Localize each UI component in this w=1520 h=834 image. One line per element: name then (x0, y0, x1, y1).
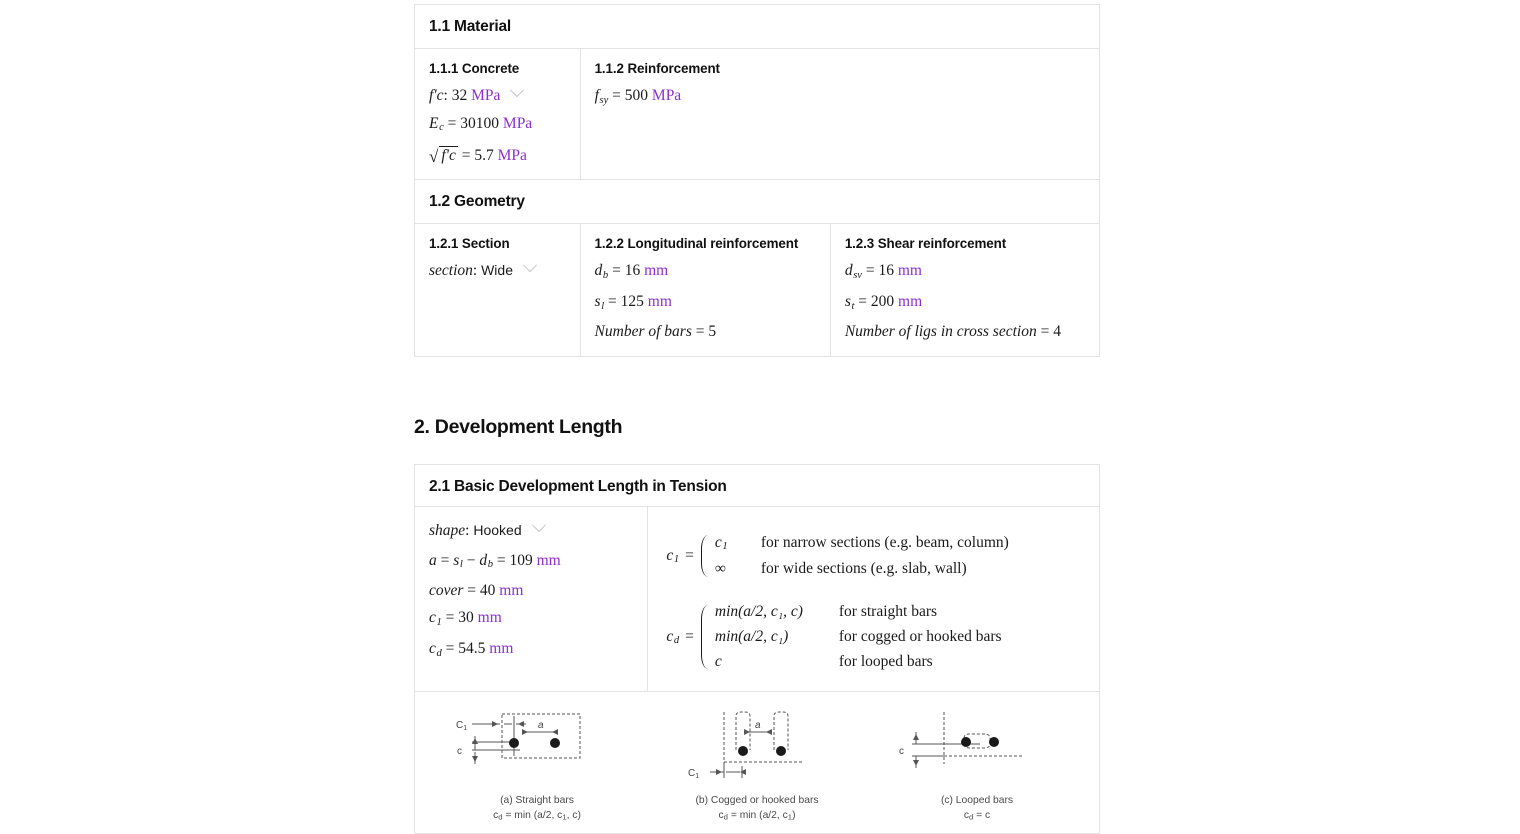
basic-dev-title: 2.1 Basic Development Length in Tension (429, 478, 727, 495)
cd-label: c (429, 639, 436, 657)
straight-bars-caption-line2: cd = min (a/2, c1, c) (493, 809, 581, 822)
shape-label: shape (429, 522, 466, 539)
reinforcement-heading: 1.1.2 Reinforcement (594, 61, 720, 76)
cover-unit: mm (499, 581, 524, 599)
fsy-label: f (594, 87, 599, 104)
diagram-label-c1: $C_1$ (688, 768, 700, 780)
shape-separator: : (465, 522, 470, 539)
cd-case-text: for straight bars (838, 603, 938, 620)
a-equals-2: = (496, 551, 506, 569)
looped-bars-figure (882, 706, 1072, 788)
cogged-hooked-bars-diagram (662, 706, 852, 823)
db-equals: = (612, 262, 621, 280)
c1-piecewise-formula (666, 533, 1085, 579)
c1-case-expression: ∞ (714, 560, 726, 578)
straight-bars-figure (442, 706, 632, 788)
a-d-subscript: b (487, 559, 493, 571)
number-of-bars-value: 5 (708, 323, 717, 341)
basic-dev-band-header (415, 465, 1099, 507)
sqrt-fc-row (429, 146, 566, 167)
basic-dev-inputs-column (415, 507, 648, 691)
basic-dev-columns (415, 507, 1099, 692)
sqrt-equals: = (461, 146, 471, 164)
c1-value: 30 (458, 609, 474, 627)
ec-row (429, 116, 566, 134)
cd-subscript: d (436, 647, 442, 659)
c1-case-row (715, 534, 1009, 553)
c1-case-row (715, 560, 1009, 578)
bar-dot (776, 746, 786, 756)
bar-cover-diagrams-row (415, 692, 1099, 833)
db-value: 16 (624, 262, 641, 280)
bar-dot (961, 737, 971, 747)
c1-equals: = (445, 609, 455, 627)
number-of-ligs-row (845, 324, 1085, 340)
cover-label: cover (429, 581, 464, 599)
straight-bars-caption-line1: (a) Straight bars (500, 795, 574, 806)
cd-case-row (715, 603, 1002, 621)
chevron-down-icon[interactable] (531, 518, 545, 532)
cd-case-row (715, 628, 1002, 646)
diagram-label-c1: $C_1$ (456, 720, 468, 732)
c1-label: c (429, 609, 436, 627)
a-d-term: d (479, 551, 488, 569)
geometry-band-header (415, 180, 1099, 224)
bar-dot (550, 738, 560, 748)
sqrt-icon: √ (429, 147, 439, 167)
sl-equals: = (608, 292, 617, 310)
db-row (595, 263, 816, 281)
sqrt-fc-label: f'c (441, 146, 456, 164)
c1-case-text: for wide sections (e.g. slab, wall) (760, 560, 967, 578)
c1-case-expression: $c_1$ (714, 533, 728, 553)
section-param-separator: : (472, 262, 478, 280)
looped-bars-caption-line1: (c) Looped bars (940, 795, 1014, 806)
a-label: a (429, 551, 437, 569)
cogged-hooked-bars-caption-line2: cd = min (a/2, c1) (718, 809, 796, 822)
fsy-subscript: sy (599, 94, 609, 106)
dsv-subscript: sv (853, 270, 862, 282)
shear-column (831, 224, 1099, 355)
section-2-1-card (414, 464, 1100, 834)
cd-value-row (429, 641, 633, 659)
c1-unit: mm (477, 609, 502, 627)
development-length-heading: 2. Development Length (414, 416, 623, 438)
dsv-label: d (844, 262, 853, 280)
cd-case-expression: min(a/2, c₁) (714, 628, 789, 645)
dsv-row (845, 263, 1085, 281)
ec-unit: MPa (502, 114, 533, 132)
concrete-heading: 1.1.1 Concrete (429, 61, 520, 76)
dsv-value: 16 (878, 262, 894, 280)
fc-value: 32 (451, 87, 468, 104)
section-param-label: section (429, 262, 473, 280)
fsy-unit: MPa (651, 87, 682, 104)
st-label: s (844, 292, 851, 310)
dsv-equals: = (865, 262, 875, 280)
c1-formula-rows (715, 534, 1009, 579)
sl-subscript: l (601, 300, 605, 312)
ec-value: 30100 (460, 114, 500, 132)
longitudinal-heading: 1.2.2 Longitudinal reinforcement (594, 236, 799, 252)
number-of-ligs-label: Number of ligs in cross section (844, 323, 1037, 341)
a-minus-operator: − (466, 551, 476, 569)
diagram-label-a: a (755, 720, 761, 731)
c1-case-text: for narrow sections (e.g. beam, column) (760, 533, 1009, 551)
looped-bars-caption-line2: cd = c (963, 809, 991, 822)
diagram-label-a: a (538, 720, 544, 731)
cd-formula-lhs: $c_d$ (666, 627, 680, 647)
bar-dot (509, 738, 519, 748)
sl-row (595, 294, 816, 312)
number-of-ligs-equals: = (1040, 323, 1050, 341)
cd-brace-icon (699, 603, 708, 671)
cd-equals: = (445, 639, 455, 657)
number-of-ligs-value: 4 (1053, 323, 1061, 341)
bar-dot (989, 737, 999, 747)
concrete-column (415, 49, 581, 179)
section-1-card (414, 4, 1100, 357)
geometry-title: 1.2 Geometry (429, 193, 525, 211)
chevron-down-icon[interactable] (523, 259, 537, 273)
a-equals-1: = (440, 551, 450, 569)
db-label: d (594, 262, 603, 280)
a-s-subscript: l (459, 559, 463, 571)
st-equals: = (858, 292, 868, 310)
basic-dev-formulas-column (648, 507, 1099, 691)
dsv-unit: mm (897, 262, 922, 280)
st-value: 200 (870, 292, 895, 310)
number-of-bars-label: Number of bars (594, 323, 692, 341)
cd-case-row (715, 653, 1002, 671)
sl-label: s (594, 292, 601, 310)
sl-value: 125 (620, 292, 644, 310)
db-subscript: b (602, 270, 609, 282)
cd-piecewise-formula (666, 603, 1085, 671)
c1-formula-equals: = (685, 547, 694, 564)
cd-case-text: for cogged or hooked bars (838, 628, 1002, 645)
shear-heading: 1.2.3 Shear reinforcement (844, 236, 1007, 252)
cd-case-expression: min(a/2, c₁, c) (714, 603, 803, 620)
shape-row[interactable] (429, 523, 633, 539)
cogged-hooked-bars-caption-line1: (b) Cogged or hooked bars (695, 795, 819, 806)
c1-formula-lhs: $c_1$ (666, 546, 680, 566)
cd-formula-equals: = (685, 628, 694, 645)
cd-case-expression: c (714, 653, 722, 670)
cover-equals: = (467, 581, 477, 599)
diagram-label-c: c (457, 746, 462, 757)
fc-unit: MPa (471, 87, 501, 104)
cover-value: 40 (479, 581, 496, 599)
sqrt-unit: MPa (497, 146, 527, 164)
section-param-row[interactable] (429, 263, 566, 279)
a-s-term: s (453, 551, 460, 569)
a-value: 109 (509, 551, 533, 569)
cd-unit: mm (489, 639, 514, 657)
db-unit: mm (644, 262, 669, 280)
sqrt-value: 5.7 (474, 146, 494, 164)
sl-unit: mm (647, 292, 672, 310)
ec-equals: = (447, 114, 457, 132)
chevron-down-icon[interactable] (510, 83, 524, 97)
material-title: 1.1 Material (429, 18, 512, 35)
fc-separator: : (443, 87, 448, 104)
c1-value-row (429, 610, 633, 628)
longitudinal-column (581, 224, 831, 355)
c1-brace-icon (699, 533, 708, 579)
fc-label: f'c (429, 87, 444, 104)
ec-subscript: c (439, 122, 444, 134)
a-unit: mm (536, 551, 561, 569)
cd-formula-rows (715, 603, 1002, 671)
section-param-value: Wide (481, 262, 513, 279)
ec-label: E (429, 114, 439, 132)
diagram-label-c: c (899, 746, 904, 757)
material-band-header (415, 5, 1099, 49)
bar-dot (738, 746, 748, 756)
number-of-bars-equals: = (695, 323, 705, 341)
cd-value: 54.5 (458, 639, 486, 657)
fsy-equals: = (612, 87, 621, 104)
shape-value: Hooked (473, 522, 522, 538)
c1-subscript: 1 (436, 617, 442, 629)
straight-bars-diagram (442, 706, 632, 823)
a-expression-row (429, 553, 633, 571)
fc-row[interactable] (429, 88, 566, 104)
cogged-hooked-bars-figure (662, 706, 852, 788)
geometry-columns (415, 224, 1099, 355)
st-unit: mm (898, 292, 923, 310)
fsy-value: 500 (624, 87, 649, 104)
number-of-bars-row (595, 324, 816, 340)
looped-bars-diagram (882, 706, 1072, 823)
st-subscript: t (851, 300, 855, 312)
section-heading: 1.2.1 Section (429, 236, 510, 252)
fsy-row (595, 88, 1085, 106)
cover-row (429, 583, 633, 599)
section-column (415, 224, 581, 355)
cd-case-text: for looped bars (838, 653, 933, 670)
reinforcement-column (581, 49, 1099, 179)
material-columns (415, 49, 1099, 180)
st-row (845, 294, 1085, 312)
